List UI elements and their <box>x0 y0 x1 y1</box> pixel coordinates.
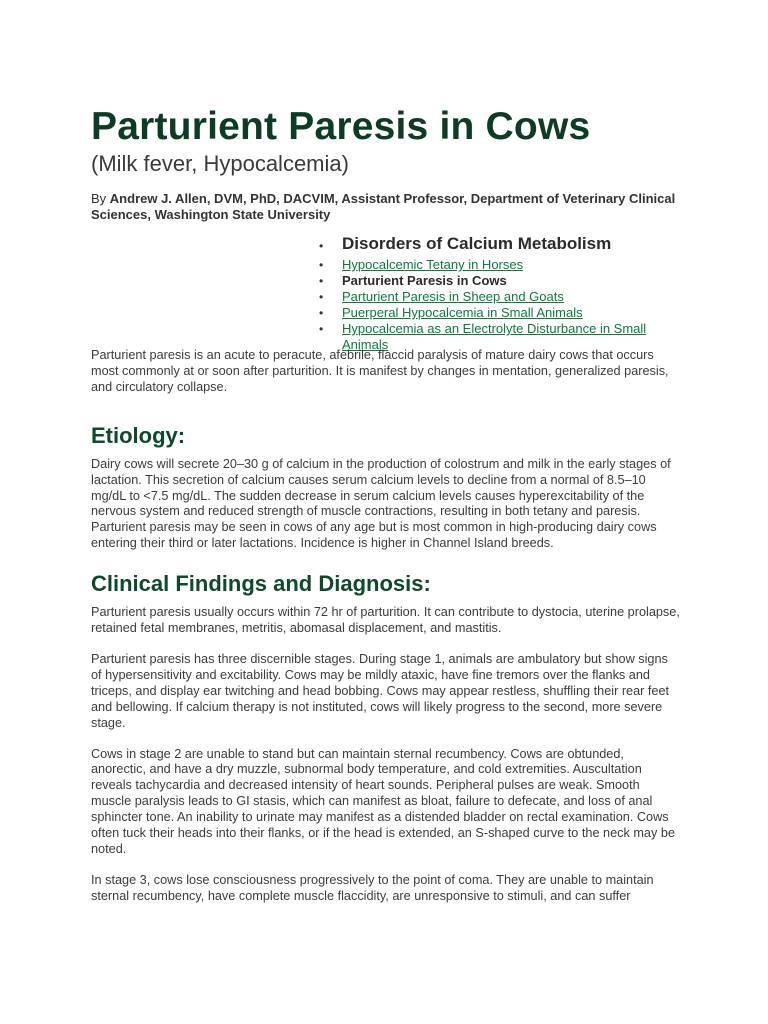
bullet-icon: • <box>319 274 324 288</box>
clinical-paragraph: Parturient paresis usually occurs within 72 hr of parturition. It can contribute to dystocia, uterine prolapse, retained fetal membranes, metritis, abomasal displacement, and mastitis. <box>91 605 680 636</box>
toc-heading: Disorders of Calcium Metabolism <box>342 234 612 253</box>
byline <box>91 191 681 223</box>
etiology-paragraph: Dairy cows will secrete 20–30 g of calcium in the production of colostrum and milk in the early stages of lactation. This secretion of calcium causes serum calcium levels to decline from a normal of 8.5–10 mg/dL to <7.5 mg/dL. The sudden decrease in serum calcium levels causes hyperexcitability of the nervous system and reduced strength of muscle contractions, resulting in both tetany and paresis. Parturient paresis may be seen in cows of any age but is most common in high-producing dairy cows entering their third or later lactations. Incidence is higher in Channel Island breeds. <box>91 456 671 551</box>
toc-item[interactable] <box>319 305 659 321</box>
toc-link-horses[interactable]: Hypocalcemic Tetany in Horses <box>342 257 524 272</box>
section-heading-clinical: Clinical Findings and Diagnosis: <box>91 571 431 597</box>
bullet-icon: • <box>319 306 324 320</box>
page-title: Parturient Paresis in Cows <box>91 105 591 148</box>
byline-prefix: By <box>91 191 110 206</box>
toc-current-cows: Parturient Paresis in Cows <box>342 273 507 288</box>
article-body <box>91 348 681 905</box>
toc-link-electrolyte[interactable]: Hypocalcemia as an Electrolyte Disturbance in Small Animals <box>342 321 647 352</box>
intro-paragraph: Parturient paresis is an acute to peracute, afebrile, flaccid paralysis of mature dairy cows that occurs most commonly at or soon after parturition. It is manifest by changes in mentation, generalized paresis, and circulatory collapse. <box>91 348 669 394</box>
bullet-icon: • <box>319 258 324 272</box>
toc-item <box>319 273 659 289</box>
related-topics-list <box>319 234 659 353</box>
clinical-paragraph: Parturient paresis has three discernible stages. During stage 1, animals are ambulatory but show signs of hypersensitivity and excitability. Cows may be mildly ataxic, have fine tremors over the flanks and triceps, and display ear twitching and head bobbing. Cows may appear restless, shuffling their rear feet and bellowing. If calcium therapy is not instituted, cows will likely progress to the second, more severe stage. <box>91 651 670 730</box>
bullet-icon: • <box>319 322 324 336</box>
page-subtitle: (Milk fever, Hypocalcemia) <box>91 151 349 176</box>
article <box>91 104 681 223</box>
byline-author: Andrew J. Allen, DVM, PhD, DACVIM, Assistant Professor, Department of Veterinary Clinical Sciences, Washington State University <box>91 191 676 222</box>
toc-heading-row <box>319 234 659 256</box>
clinical-paragraph: Cows in stage 2 are unable to stand but can maintain sternal recumbency. Cows are obtunded, anorectic, and have a dry muzzle, subnormal body temperature, and cold extremities. Auscultation reveals tachycardia and decreased intensity of heart sounds. Peripheral pulses are weak. Smooth muscle paralysis leads to GI stasis, which can manifest as bloat, failure to defecate, and loss of anal sphincter tone. An inability to urinate may manifest as a distended bladder on rectal examination. Cows often tuck their heads into their flanks, or if the head is extended, an S-shaped curve to the neck may be noted. <box>91 746 675 856</box>
toc-link-small-animals[interactable]: Puerperal Hypocalcemia in Small Animals <box>342 305 583 320</box>
toc-item[interactable] <box>319 289 659 305</box>
bullet-icon: • <box>319 290 324 304</box>
toc-link-sheep-goats[interactable]: Parturient Paresis in Sheep and Goats <box>342 289 564 304</box>
bullet-icon: • <box>319 239 324 253</box>
toc-item[interactable] <box>319 257 659 273</box>
clinical-paragraph: In stage 3, cows lose consciousness progressively to the point of coma. They are unable to maintain sternal recumbency, have complete muscle flaccidity, are unresponsive to stimuli, and can suffer <box>91 872 654 903</box>
section-heading-etiology: Etiology: <box>91 422 186 448</box>
